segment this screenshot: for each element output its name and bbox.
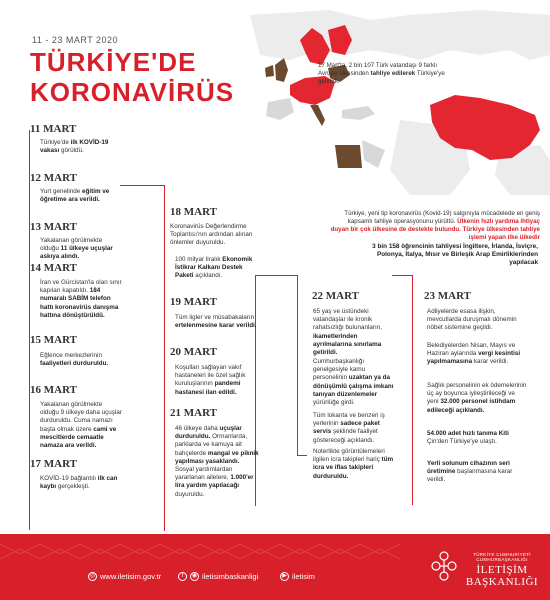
entry-23-mart-courts: Adliyelerde esasa ilişkin, mevcutlarda duruşmalı dönemin nöbet sistemine geçildi. bbox=[427, 308, 517, 332]
timeline-connector-1 bbox=[120, 185, 164, 186]
date-21-mart: 21 MART bbox=[170, 407, 217, 419]
social-label: iletisimbaskanligi bbox=[202, 572, 259, 581]
timeline-connector-6 bbox=[255, 505, 256, 506]
date-16-mart: 16 MART bbox=[30, 384, 77, 396]
date-22-mart: 22 MART bbox=[312, 290, 359, 302]
entry-16-mart: Yakalanan görülmekte olduğu 9 ülkeye daha uçuşlar durduruldu. Cuma namazı başta olmak üzere cami ve mescitlerde cemaatle namaza ara verildi. bbox=[40, 401, 122, 450]
date-11-mart: 11 MART bbox=[30, 123, 77, 135]
timeline-connector-2 bbox=[164, 530, 165, 531]
entry-14-mart: İran ve Gürcistan'la olan sınır kapıları kapatıldı. 184 numaralı SABİM telefon hattı koronavirüs danışma hattına dönüştürüldü. bbox=[40, 279, 122, 319]
timeline-line-col1 bbox=[29, 130, 30, 530]
entry-18-mart-package: 100 milyar liralık Ekonomik İstikrar Kalkanı Destek Paketi açıklandı. bbox=[175, 256, 253, 280]
entry-23-mart-tax: Belediyelerden Nisan, Mayıs ve Haziran aylarında vergi kesintisi yapılmamasına karar verildi. bbox=[427, 342, 521, 366]
date-19-mart: 19 MART bbox=[170, 296, 217, 308]
entry-13-mart: Yakalanan görülmekte olduğu 11 ülkeye uçuşlar askıya alındı. bbox=[40, 237, 113, 261]
footer bbox=[0, 534, 550, 600]
entry-19-mart: Tüm ligler ve müsabakaların ertelenmesine karar verildi. bbox=[175, 314, 257, 330]
date-18-mart: 18 MART bbox=[170, 206, 217, 218]
timeline-line-col3 bbox=[297, 275, 298, 455]
entry-18-mart-measures: Koronavirüs Değerlendirme Toplantısı'nın ardından alınan önlemler duyuruldu. bbox=[170, 223, 253, 247]
date-23-mart: 23 MART bbox=[424, 290, 471, 302]
date-12-mart: 12 MART bbox=[30, 172, 77, 184]
timeline-line-col4 bbox=[412, 275, 413, 505]
timeline-connector-4 bbox=[297, 455, 307, 456]
entry-22-mart-remote: Cumhurbaşkanlığı genelgesiyle kamu personelinin uzaktan ya da dönüşümlü çalışma imkanı tanıyan düzenlemeler yürürlüğe girdi. bbox=[313, 358, 394, 407]
entry-21-mart: 46 ülkeye daha uçuşlar durduruldu. Ormanlarda, parklarda ve kamuya ait bahçelerde mangal ve piknik yapılması yasaklandı. Sosyal yardımlardan yararlanan ailelere, 1.000'er lira yardım yapılacağı duyuruldu. bbox=[175, 425, 259, 498]
date-13-mart: 13 MART bbox=[30, 221, 77, 233]
entry-11-mart: Türkiye'de ilk KOVİD-19 vakası görüldü. bbox=[40, 139, 109, 155]
entry-12-mart: Yurt genelinde eğitim ve öğretime ara verildi. bbox=[40, 188, 110, 204]
europe-evacuation-note: 17 Mart'ta, 2 bin 107 Türk vatandaşı 9 farklı Avrupa ülkesinden tahliye edilerek Türkiye'ye getirildi. bbox=[318, 62, 445, 85]
date-17-mart: 17 MART bbox=[30, 458, 77, 470]
entry-22-mart-65plus: 65 yaş ve üstündeki vatandaşlar ile kronik rahatsızlığı bulunanların, ikametlerinden ayrılmalarına sınırlama getirildi. bbox=[313, 308, 382, 357]
date-15-mart: 15 MART bbox=[30, 334, 77, 346]
brand-name: İLETİŞİM BAŞKANLIĞI bbox=[465, 564, 539, 588]
page-title-line1: TÜRKİYE'DE bbox=[30, 47, 197, 77]
date-20-mart: 20 MART bbox=[170, 346, 217, 358]
social-label-2: iletisim bbox=[292, 572, 315, 581]
timeline-line-col2-upper bbox=[164, 185, 165, 530]
globe-icon: ◎ bbox=[89, 573, 96, 579]
social-icon-2: ◉ bbox=[191, 573, 198, 579]
social-icon: f bbox=[178, 572, 187, 581]
social-link-secondary[interactable] bbox=[280, 572, 315, 581]
entry-15-mart: Eğlence merkezlerinin faaliyetleri durduruldu. bbox=[40, 352, 109, 368]
page-title-line2: KORONAVİRÜS bbox=[30, 77, 235, 107]
world-map bbox=[250, 10, 550, 195]
students-evacuation-note: 3 bin 158 öğrencinin tahliyesi İngiltere, İrlanda, İsviçre, Polonya, İtalya, Mısır ve Birleşik Arap Emirliklerinden yapılacak bbox=[372, 243, 538, 266]
entry-23-mart-test-kits: 54.000 adet hızlı tanıma Kiti Çin'den Türkiye'ye ulaştı. bbox=[427, 430, 509, 446]
social-icon-3: ▶ bbox=[280, 572, 289, 581]
entry-23-mart-ventilators: Yerli solunum cihazının seri üretimine başlanmasına karar verildi. bbox=[427, 460, 513, 484]
emblem-icon bbox=[428, 548, 460, 588]
social-link-main[interactable] bbox=[178, 572, 258, 581]
entry-20-mart: Koşulları sağlayan vakıf hastaneleri ile özel sağlık kuruluşlarının pandemi hastanesi ilan edildi. bbox=[175, 364, 246, 396]
entry-17-mart: KOVİD-19 bağlantılı ilk can kaybı gerçekleşti. bbox=[40, 475, 118, 491]
entry-22-mart-restaurants: Tüm lokanta ve benzeri iş yerlerinin sadece paket servis şeklinde faaliyet göstereceği açıklandı. bbox=[313, 412, 385, 444]
timeline-connector-5 bbox=[392, 275, 412, 276]
website-link[interactable] bbox=[88, 572, 161, 581]
china-evacuation-note: Türkiye, yeni tip koronavirüs (Kovid-19) salgınıyla mücadelede en geniş kapsamlı tahliye operasyonunu yürüttü. Ülkenin hızlı yardıma ihtiyaç duyan bir çok ülkesine de destekte bulundu. Türkiye ülkesinden tahliye işlemi yapan ilke ülkedir bbox=[330, 210, 540, 241]
entry-23-mart-health-staff: Sağlık personelinin ek ödemelerinin üç ay boyunca iyileştirileceği ve yeni 32.000 personel istihdam edileceği açıklandı. bbox=[427, 382, 527, 414]
brand-subtitle: TÜRKİYE CUMHURİYETİ CUMHURBAŞKANLIĞI bbox=[473, 552, 531, 562]
timeline-connector-3 bbox=[255, 275, 297, 276]
date-14-mart: 14 MART bbox=[30, 262, 77, 274]
entry-22-mart-enforcement: Noterlikte görüntülemeleri ilgilen icra takipleri hariç tüm icra ve iflas takipleri durduruldu. bbox=[313, 448, 394, 480]
website-label: www.iletisim.gov.tr bbox=[100, 572, 162, 581]
date-range: 11 - 23 MART 2020 bbox=[32, 35, 119, 45]
